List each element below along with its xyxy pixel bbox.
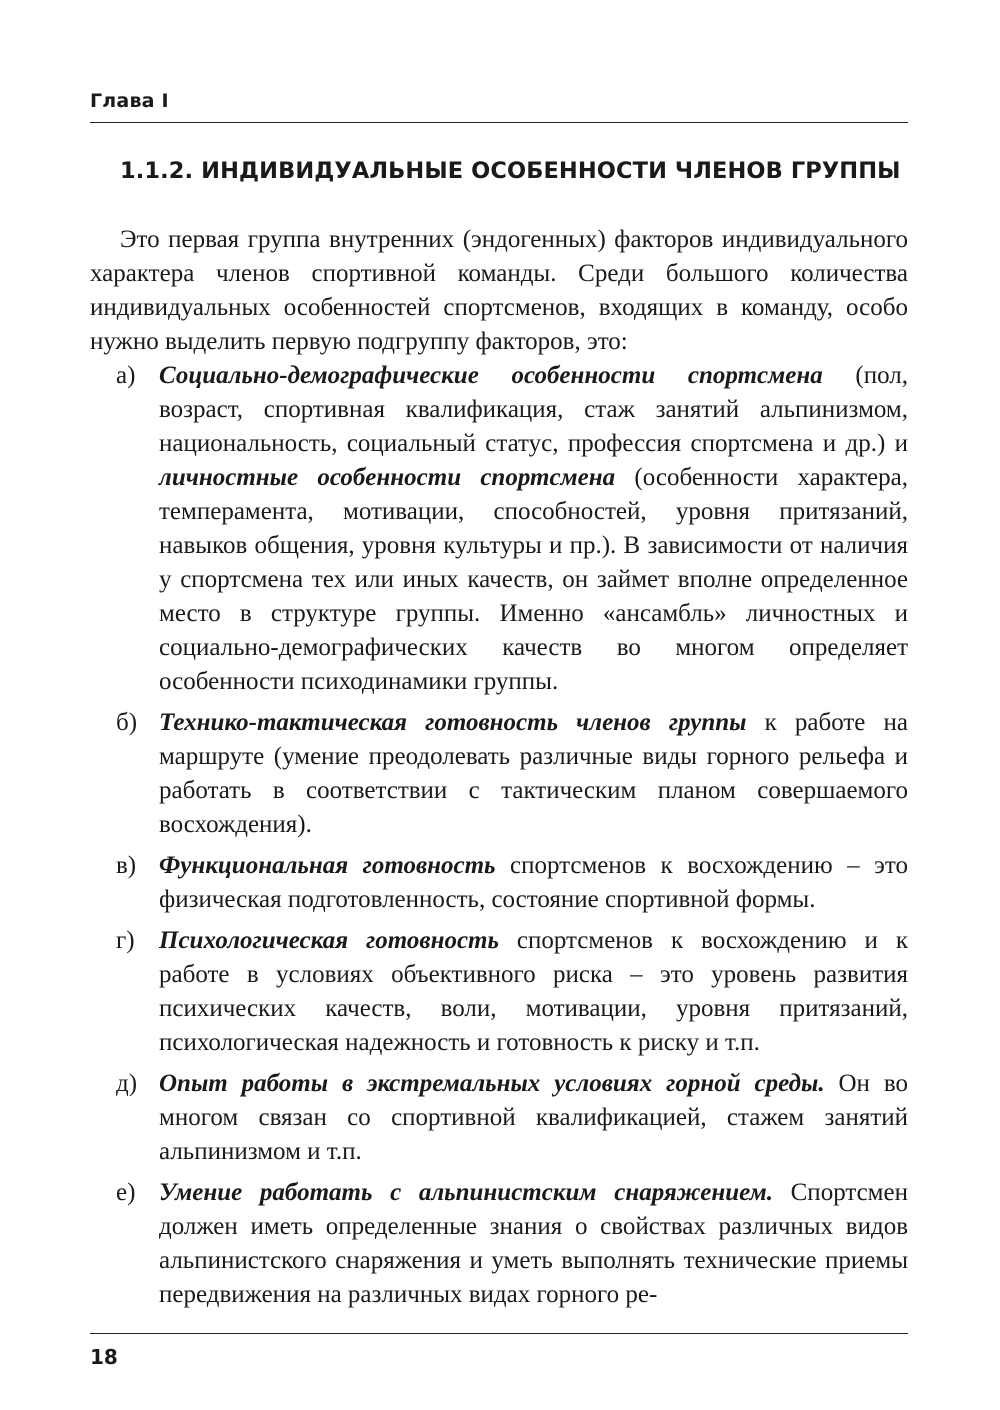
item-text: Он во многом связан со спортивной квалификацией, стажем занятий альпинизмом и т.п. (159, 1070, 908, 1165)
factor-list (90, 359, 908, 1312)
list-marker: е) (116, 1179, 136, 1206)
list-marker: в) (116, 852, 137, 879)
item-term: Функциональная готовность (159, 852, 496, 879)
item-text: спортсменов к восхождению – это физическая подготовленность, состояние спортивной формы. (159, 852, 908, 913)
item-term: Технико-тактическая готовность членов группы (159, 709, 747, 736)
list-item (90, 849, 908, 917)
item-term: Социально-демографические особенности спортсмена (159, 362, 823, 389)
intro-paragraph: Это первая группа внутренних (эндогенных) факторов индивидуального характера членов спортивной команды. Среди большого количества индивидуальных особенностей спортсменов, входящих в команду, особо нужно выделить первую подгруппу факторов, это: (90, 226, 908, 355)
header-rule (90, 122, 908, 123)
list-item (90, 924, 908, 1060)
chapter-header: Глава I (90, 90, 169, 112)
item-text: (пол, возраст, спортивная квалификация, стаж занятий альпинизмом, национальность, социальный статус, профессия спортсмена и др.) и (159, 362, 908, 457)
item-term: Опыт работы в экстремальных условиях горной среды. (159, 1070, 825, 1097)
page-number: 18 (90, 1345, 118, 1369)
list-marker: г) (116, 927, 135, 954)
list-item (90, 359, 908, 699)
list-item (90, 706, 908, 842)
item-text: спортсменов к восхождению и к работе в условиях объективного риска – это уровень развития психических качеств, воли, мотивации, уровня притязаний, психологическая надежность и готовность к риску и т.п. (159, 927, 909, 1056)
list-item (90, 1067, 908, 1169)
footer-rule (90, 1333, 908, 1334)
item-text: к работе на маршруте (умение преодолевать различные виды горного рельефа и работать в соответствии с тактическим планом совершаемого восхождения). (159, 709, 908, 838)
page-body (90, 223, 908, 1319)
list-marker: а) (116, 362, 136, 389)
item-text: (особенности характера, темперамента, мотивации, способностей, уровня притязаний, навыков общения, уровня культуры и пр.). В зависимости от наличия у спортсмена тех или иных качеств, он займет вполне определенное место в структуре группы. Именно «ансамбль» личностных и социально-демографических качеств во многом определяет особенности психодинамики группы. (159, 464, 908, 695)
item-term: личностные особенности спортсмена (159, 464, 616, 491)
list-marker: б) (116, 709, 138, 736)
item-term: Психологическая готовность (159, 927, 499, 954)
item-term: Умение работать с альпинистским снаряжением. (159, 1179, 773, 1206)
item-text: Спортсмен должен иметь определенные знания о свойствах различных видов альпинистского снаряжения и уметь выполнять технические приемы передвижения на различных видах горного ре- (159, 1179, 908, 1308)
section-title: 1.1.2. ИНДИВИДУАЛЬНЫЕ ОСОБЕННОСТИ ЧЛЕНОВ ГРУППЫ (120, 158, 901, 184)
list-item (90, 1176, 908, 1312)
list-marker: д) (116, 1070, 138, 1097)
